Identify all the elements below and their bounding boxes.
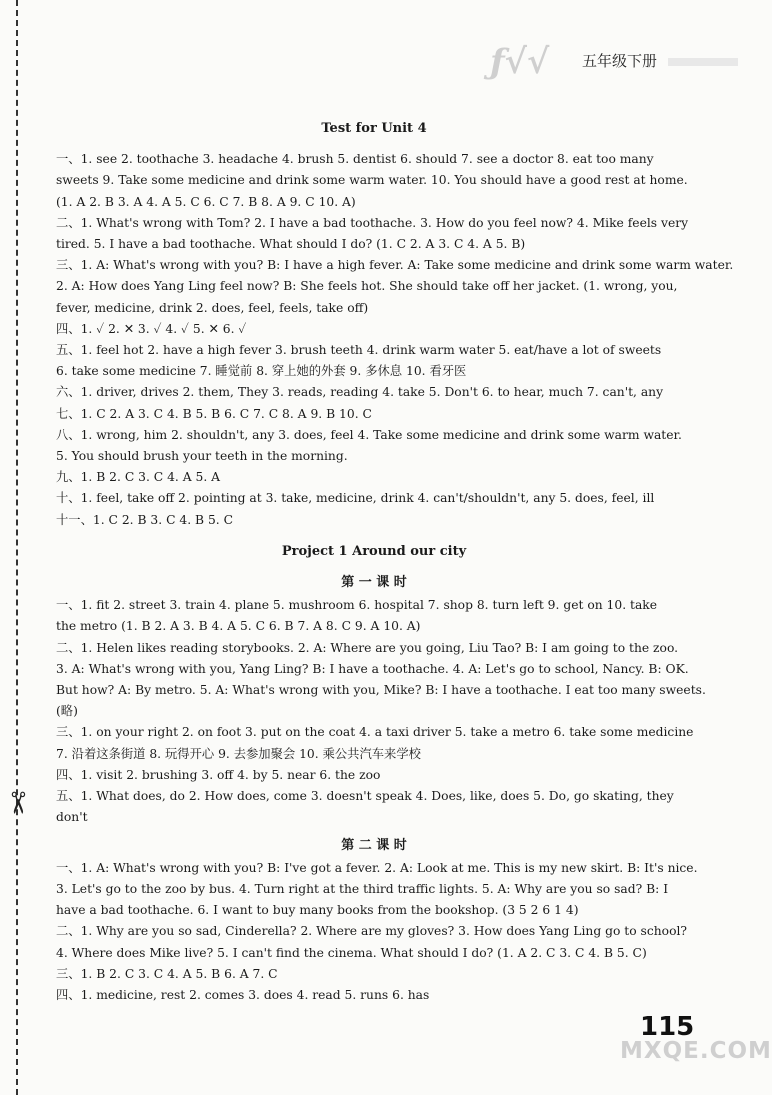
answer-line: 一、1. see 2. toothache 3. headache 4. brush 5. dentist 6. should 7. see a doctor 8. eat too many (56, 152, 654, 167)
cut-line (16, 0, 18, 1095)
answer-line: 二、1. What's wrong with Tom? 2. I have a bad toothache. 3. How do you feel now? 4. Mike feels very (56, 215, 689, 230)
answer-line: 二、1. Why are you so sad, Cinderella? 2. Where are my gloves? 3. How does Yang Ling go to school? (56, 924, 687, 939)
answer-line: (略) (56, 704, 78, 719)
answer-line: 十一、1. C 2. B 3. C 4. B 5. C (56, 512, 234, 527)
answer-line: tired. 5. I have a bad toothache. What should I do? (1. C 2. A 3. C 4. A 5. B) (56, 237, 526, 252)
answer-line: 4. Where does Mike live? 5. I can't find the cinema. What should I do? (1. A 2. C 3. C 4. B 5. C) (56, 945, 647, 960)
answer-line: fever, medicine, drink 2. does, feel, feels, take off) (56, 300, 369, 315)
answer-line: sweets 9. Take some medicine and drink some warm water. 10. You should have a good rest at home. (56, 173, 688, 188)
publisher-logo: ƒ√√ (490, 42, 550, 82)
answer-line: 二、1. Helen likes reading storybooks. 2. A: Where are you going, Liu Tao? B: I am going to the zoo. (56, 640, 679, 655)
answer-content (56, 118, 734, 1006)
answer-line: 八、1. wrong, him 2. shouldn't, any 3. does, feel 4. Take some medicine and drink some warm water. (56, 427, 682, 442)
answer-line: 3. Let's go to the zoo by bus. 4. Turn right at the third traffic lights. 5. A: Why are you so sad? B: I (56, 881, 669, 896)
answer-line: 5. You should brush your teeth in the morning. (56, 449, 348, 464)
watermark-logo: MXQE.COM (620, 1038, 772, 1064)
lesson-title: 第 一 课 时 (341, 575, 407, 591)
answer-line: But how? A: By metro. 5. A: What's wrong with you, Mike? B: I have a toothache. I eat too many sweets. (56, 683, 706, 698)
answer-line: 五、1. feel hot 2. have a high fever 3. brush teeth 4. drink warm water 5. eat/have a lot of sweets (56, 343, 662, 358)
answer-line: 七、1. C 2. A 3. C 4. B 5. B 6. C 7. C 8. A 9. B 10. C (56, 406, 372, 421)
answer-line: (1. A 2. B 3. A 4. A 5. C 6. C 7. B 8. A 9. C 10. A) (56, 194, 356, 209)
answer-line: 一、1. A: What's wrong with you? B: I've got a fever. 2. A: Look at me. This is my new skirt. B: It's nice. (56, 860, 698, 875)
answer-line: the metro (1. B 2. A 3. B 4. A 5. C 6. B 7. A 8. C 9. A 10. A) (56, 619, 421, 634)
answer-line: 三、1. B 2. C 3. C 4. A 5. B 6. A 7. C (56, 966, 278, 981)
header-bar (668, 58, 738, 66)
answer-line: 2. A: How does Yang Ling feel now? B: She feels hot. She should take off her jacket. (1. wrong, you, (56, 279, 678, 294)
lesson-title: 第 二 课 时 (341, 837, 407, 853)
answer-line: don't (56, 810, 88, 825)
scissors-icon: ✂ (0, 790, 35, 816)
answer-line: 四、1. ✓ 2. ✕ 3. ✓ 4. ✓ 5. ✕ 6. ✓ (56, 321, 247, 336)
answer-line: 六、1. driver, drives 2. them, They 3. reads, reading 4. take 5. Don't 6. to hear, much 7. can't, any (56, 385, 664, 400)
answer-line: 三、1. on your right 2. on foot 3. put on the coat 4. a taxi driver 5. take a metro 6. take some medicine (56, 725, 694, 740)
answer-line: 五、1. What does, do 2. How does, come 3. doesn't speak 4. Does, like, does 5. Do, go skating, they (56, 789, 674, 804)
section-title: Test for Unit 4 (321, 121, 427, 136)
answer-line: 九、1. B 2. C 3. C 4. A 5. A (56, 470, 221, 485)
answer-line: 一、1. fit 2. street 3. train 4. plane 5. mushroom 6. hospital 7. shop 8. turn left 9. get on 10. take (56, 598, 658, 613)
section-title: Project 1 Around our city (281, 543, 467, 559)
answer-line: 三、1. A: What's wrong with you? B: I have a high fever. A: Take some medicine and drink some warm water. (56, 258, 734, 273)
page-number: 115 (640, 1012, 695, 1042)
answer-line: 7. 沿着这条街道 8. 玩得开心 9. 去参加聚会 10. 乘公共汽车来学校 (56, 746, 421, 761)
grade-label: 五年级下册 (582, 52, 658, 70)
answer-line: have a bad toothache. 6. I want to buy many books from the bookshop. (3 5 2 6 1 4) (56, 903, 579, 918)
answer-line: 6. take some medicine 7. 睡觉前 8. 穿上她的外套 9. 多休息 10. 看牙医 (56, 364, 467, 379)
answer-line: 四、1. medicine, rest 2. comes 3. does 4. read 5. runs 6. has (56, 987, 430, 1002)
answer-line: 十、1. feel, take off 2. pointing at 3. take, medicine, drink 4. can't/shouldn't, any 5. does, feel, ill (56, 491, 655, 506)
answer-line: 四、1. visit 2. brushing 3. off 4. by 5. near 6. the zoo (56, 767, 381, 782)
answer-line: 3. A: What's wrong with you, Yang Ling? B: I have a toothache. 4. A: Let's go to school, Nancy. B: OK. (56, 661, 689, 676)
